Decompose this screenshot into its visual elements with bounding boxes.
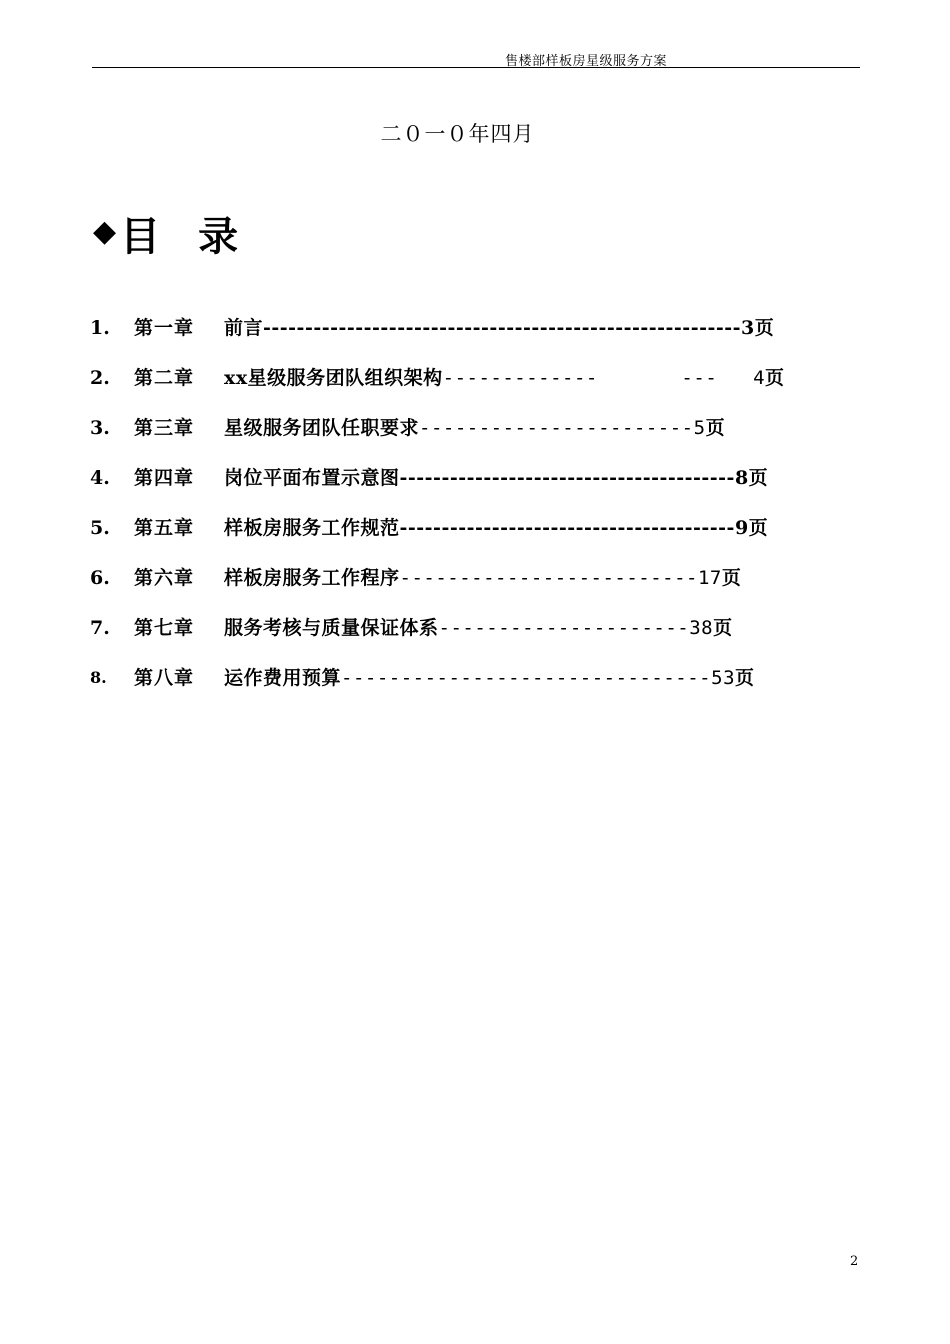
toc-entry-page-suffix: 页 — [748, 517, 769, 539]
toc-entry-number: 3. — [90, 417, 110, 439]
toc-entry-chapter: 第八章 — [134, 667, 195, 689]
toc-entry-page-suffix: 页 — [705, 417, 726, 439]
toc-entry-page-suffix: 页 — [754, 317, 775, 339]
toc-entry-leader: -----------------------5 — [419, 417, 706, 439]
toc-entry-page-suffix: 页 — [748, 467, 769, 489]
toc-entry-line — [224, 613, 733, 643]
toc-entry-chapter: 第三章 — [134, 417, 195, 439]
toc-heading-part1: 目 — [120, 214, 161, 260]
page-number: 2 — [850, 1254, 859, 1269]
toc-entry-leader: -------------------------------53 — [341, 667, 736, 689]
toc-entry-title: 样板房服务工作程序 — [224, 567, 400, 589]
toc-heading-part2: 录 — [198, 214, 239, 260]
toc-entry-line — [224, 313, 774, 343]
toc-entry-number: 2. — [90, 367, 110, 389]
toc-entry-chapter: 第二章 — [134, 367, 195, 389]
toc-entry-number: 5. — [90, 517, 110, 539]
toc-entry-line — [224, 413, 725, 443]
diamond-icon: ◆ — [93, 214, 117, 249]
toc-entry-number: 7. — [90, 617, 110, 639]
toc-entry-chapter: 第四章 — [134, 467, 195, 489]
toc-entry-leader: -------------------------17 — [399, 567, 722, 589]
toc-entry-title: 运作费用预算 — [224, 667, 342, 689]
toc-entry-title: 前言 — [224, 317, 264, 339]
toc-entry-number: 1. — [90, 317, 110, 339]
toc-entry-title: 服务考核与质量保证体系 — [224, 617, 439, 639]
toc-entry-line — [224, 663, 755, 693]
toc-entry-chapter: 第六章 — [134, 567, 195, 589]
toc-entry-title: xx星级服务团队组织架构 — [224, 367, 443, 389]
toc-entry-chapter: 第一章 — [134, 317, 195, 339]
toc-entry-chapter: 第七章 — [134, 617, 195, 639]
toc-entry-title: 岗位平面布置示意图 — [224, 467, 400, 489]
toc-entry-leader: ----------------------------------------9 — [399, 517, 749, 539]
toc-entry-number: 4. — [90, 467, 110, 489]
toc-entry-number: 8. — [90, 668, 107, 687]
toc-entry-page-suffix: 页 — [713, 617, 733, 639]
toc-entry-number: 6. — [90, 567, 110, 589]
toc-entry-title: 样板房服务工作规范 — [224, 517, 400, 539]
toc-entry-leader: ------------- --- 4 — [442, 367, 766, 389]
toc-entry-page-suffix: 页 — [721, 567, 742, 589]
toc-entry-line — [224, 463, 768, 493]
toc-entry-leader: ---------------------------------------------------------3 — [263, 317, 755, 339]
toc-entry-chapter: 第五章 — [134, 517, 195, 539]
toc-entry-page-suffix: 页 — [765, 367, 785, 389]
toc-entry-line — [224, 563, 741, 593]
toc-entry-leader: ---------------------38 — [438, 617, 714, 639]
document-date: 二０一０年四月 — [380, 122, 535, 146]
toc-entry-line — [224, 513, 768, 543]
toc-entry-line — [224, 363, 785, 393]
toc-entry-title: 星级服务团队任职要求 — [224, 417, 420, 439]
toc-entry-page-suffix: 页 — [735, 667, 755, 689]
toc-entry-leader: ----------------------------------------8 — [399, 467, 749, 489]
running-header-title: 售楼部样板房星级服务方案 — [505, 54, 668, 69]
